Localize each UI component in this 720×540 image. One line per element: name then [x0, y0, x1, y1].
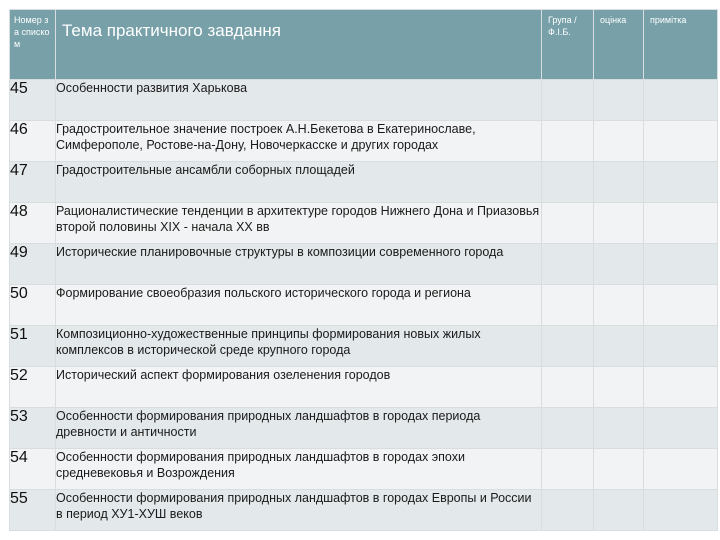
row-topic: Особенности формирования природных ландшафтов в городах Европы и России в период ХУ1-ХУШ веков [56, 490, 542, 531]
row-number: 55 [10, 490, 56, 531]
note-cell [644, 244, 718, 285]
table-row [10, 80, 718, 121]
grade-cell [594, 121, 644, 162]
row-number: 51 [10, 326, 56, 367]
note-cell [644, 367, 718, 408]
grade-cell [594, 408, 644, 449]
grade-cell [594, 367, 644, 408]
group-cell [542, 367, 594, 408]
note-cell [644, 326, 718, 367]
row-topic: Исторический аспект формирования озеленения городов [56, 367, 542, 408]
row-number: 45 [10, 80, 56, 121]
header-number: Номер за списком [10, 10, 56, 80]
row-number: 54 [10, 449, 56, 490]
group-cell [542, 449, 594, 490]
row-number: 49 [10, 244, 56, 285]
row-topic: Особенности формирования природных ландшафтов в городах периода древности и античности [56, 408, 542, 449]
header-grade: оцінка [594, 10, 644, 80]
grade-cell [594, 80, 644, 121]
table-row [10, 449, 718, 490]
table-row [10, 367, 718, 408]
row-topic: Рационалистические тенденции в архитектуре городов Нижнего Дона и Приазовья второй половины XIX - начала XX вв [56, 203, 542, 244]
grade-cell [594, 285, 644, 326]
group-cell [542, 162, 594, 203]
grade-cell [594, 326, 644, 367]
row-number: 53 [10, 408, 56, 449]
table-row [10, 121, 718, 162]
group-cell [542, 244, 594, 285]
group-cell [542, 490, 594, 531]
table-row [10, 285, 718, 326]
note-cell [644, 449, 718, 490]
header-row [10, 10, 718, 80]
tasks-table [9, 9, 718, 531]
row-topic: Исторические планировочные структуры в композиции современного города [56, 244, 542, 285]
table-row [10, 326, 718, 367]
grade-cell [594, 203, 644, 244]
grade-cell [594, 244, 644, 285]
note-cell [644, 162, 718, 203]
group-cell [542, 285, 594, 326]
note-cell [644, 80, 718, 121]
row-topic: Градостроительное значение построек А.Н.Бекетова в Екатеринославе, Симферополе, Ростове-на-Дону, Новочеркасске и других городах [56, 121, 542, 162]
row-topic: Особенности формирования природных ландшафтов в городах эпохи средневековья и Возрождения [56, 449, 542, 490]
header-topic: Тема практичного завдання [56, 10, 542, 80]
row-number: 47 [10, 162, 56, 203]
group-cell [542, 326, 594, 367]
row-topic: Формирование своеобразия польского исторического города и региона [56, 285, 542, 326]
group-cell [542, 203, 594, 244]
row-number: 48 [10, 203, 56, 244]
row-number: 52 [10, 367, 56, 408]
row-topic: Особенности развития Харькова [56, 80, 542, 121]
note-cell [644, 490, 718, 531]
table-row [10, 162, 718, 203]
row-topic: Градостроительные ансамбли соборных площадей [56, 162, 542, 203]
note-cell [644, 203, 718, 244]
table-row [10, 244, 718, 285]
table-row [10, 408, 718, 449]
header-group: Група / Ф.І.Б. [542, 10, 594, 80]
grade-cell [594, 162, 644, 203]
row-number: 50 [10, 285, 56, 326]
grade-cell [594, 490, 644, 531]
note-cell [644, 121, 718, 162]
header-note: примітка [644, 10, 718, 80]
grade-cell [594, 449, 644, 490]
table-row [10, 203, 718, 244]
table-row [10, 490, 718, 531]
group-cell [542, 408, 594, 449]
group-cell [542, 80, 594, 121]
row-number: 46 [10, 121, 56, 162]
note-cell [644, 285, 718, 326]
row-topic: Композиционно-художественные принципы формирования новых жилых комплексов в исторической среде крупного города [56, 326, 542, 367]
note-cell [644, 408, 718, 449]
group-cell [542, 121, 594, 162]
